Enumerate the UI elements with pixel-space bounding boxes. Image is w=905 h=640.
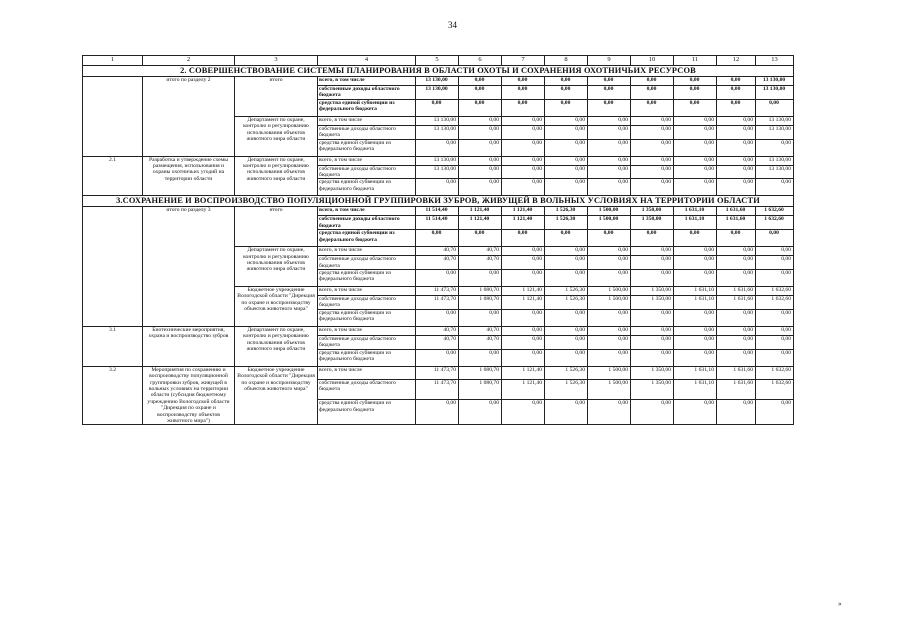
amount-cell: 1 632,60 bbox=[756, 207, 794, 216]
amount-cell: 0,00 bbox=[756, 139, 794, 156]
funding-source: всего, в том числе bbox=[318, 116, 416, 125]
amount-cell: 0,00 bbox=[674, 86, 717, 100]
amount-cell: 0,00 bbox=[545, 116, 588, 125]
amount-cell: 0,00 bbox=[717, 230, 756, 247]
amount-cell: 11 514,40 bbox=[416, 216, 459, 230]
amount-cell: 1 121,40 bbox=[502, 366, 545, 379]
amount-cell: 0,00 bbox=[631, 400, 674, 425]
amount-cell: 1 121,40 bbox=[459, 207, 502, 216]
amount-cell: 0,00 bbox=[717, 165, 756, 179]
amount-cell: 1 121,40 bbox=[502, 287, 545, 296]
amount-cell: 0,00 bbox=[502, 400, 545, 425]
amount-cell: 0,00 bbox=[756, 349, 794, 366]
amount-cell: 0,00 bbox=[416, 270, 459, 287]
amount-cell: 1 500,00 bbox=[588, 287, 631, 296]
amount-cell: 0,00 bbox=[717, 270, 756, 287]
amount-cell: 0,00 bbox=[416, 230, 459, 247]
amount-cell: 0,00 bbox=[459, 116, 502, 125]
amount-cell: 13 130,00 bbox=[756, 125, 794, 139]
amount-cell: 0,00 bbox=[631, 139, 674, 156]
amount-cell: 0,00 bbox=[717, 400, 756, 425]
amount-cell: 40,70 bbox=[459, 256, 502, 270]
amount-cell: 1 632,60 bbox=[756, 296, 794, 310]
amount-cell: 1 526,30 bbox=[545, 296, 588, 310]
amount-cell: 0,00 bbox=[502, 335, 545, 349]
item-number bbox=[83, 207, 143, 326]
column-header: 3 bbox=[235, 56, 318, 66]
amount-cell: 0,00 bbox=[459, 309, 502, 326]
amount-cell: 1 631,60 bbox=[717, 379, 756, 399]
funding-source: всего, в том числе bbox=[318, 287, 416, 296]
amount-cell: 0,00 bbox=[502, 125, 545, 139]
amount-cell: 0,00 bbox=[545, 309, 588, 326]
amount-cell: 13 130,00 bbox=[756, 156, 794, 165]
amount-cell: 0,00 bbox=[631, 335, 674, 349]
amount-cell: 1 121,40 bbox=[502, 296, 545, 310]
amount-cell: 0,00 bbox=[545, 99, 588, 116]
amount-cell: 0,00 bbox=[674, 116, 717, 125]
funding-source: всего, в том числе bbox=[318, 156, 416, 165]
amount-cell: 1 500,00 bbox=[588, 366, 631, 379]
budget-table-sheet bbox=[82, 55, 794, 425]
amount-cell: 0,00 bbox=[631, 165, 674, 179]
trailing-mark: » bbox=[838, 600, 842, 608]
amount-cell: 0,00 bbox=[502, 326, 545, 335]
section-title: 3.СОХРАНЕНИЕ И ВОСПРОИЗВОДСТВО ПОПУЛЯЦИОННОЙ ГРУППИРОВКИ ЗУБРОВ, ЖИВУЩЕЙ В ВОЛЬНЫХ УСЛОВИЯХ НА ТЕРРИТОРИИ ОБЛАСТИ bbox=[83, 196, 794, 207]
amount-cell: 13 130,00 bbox=[416, 165, 459, 179]
amount-cell: 11 473,70 bbox=[416, 287, 459, 296]
funding-source: средства единой субвенции из федерального бюджета bbox=[318, 349, 416, 366]
amount-cell: 0,00 bbox=[717, 125, 756, 139]
amount-cell: 0,00 bbox=[545, 165, 588, 179]
amount-cell: 0,00 bbox=[674, 156, 717, 165]
amount-cell: 1 080,70 bbox=[459, 366, 502, 379]
funding-source: всего, в том числе bbox=[318, 207, 416, 216]
amount-cell: 0,00 bbox=[631, 179, 674, 196]
amount-cell: 0,00 bbox=[756, 256, 794, 270]
amount-cell: 0,00 bbox=[588, 165, 631, 179]
amount-cell: 0,00 bbox=[631, 156, 674, 165]
amount-cell: 0,00 bbox=[756, 309, 794, 326]
amount-cell: 1 350,00 bbox=[631, 216, 674, 230]
amount-cell: 0,00 bbox=[756, 326, 794, 335]
column-header: 13 bbox=[756, 56, 794, 66]
funding-source: средства единой субвенции из федерального бюджета bbox=[318, 179, 416, 196]
amount-cell: 1 631,60 bbox=[717, 366, 756, 379]
funding-source: собственные доходы областного бюджета bbox=[318, 335, 416, 349]
amount-cell: 0,00 bbox=[717, 86, 756, 100]
amount-cell: 0,00 bbox=[674, 230, 717, 247]
column-header: 10 bbox=[631, 56, 674, 66]
amount-cell: 11 514,40 bbox=[416, 207, 459, 216]
amount-cell: 0,00 bbox=[588, 139, 631, 156]
amount-cell: 0,00 bbox=[545, 256, 588, 270]
funding-source: собственные доходы областного бюджета bbox=[318, 296, 416, 310]
amount-cell: 0,00 bbox=[588, 309, 631, 326]
column-header: 1 bbox=[83, 56, 143, 66]
amount-cell: 1 121,40 bbox=[502, 379, 545, 399]
amount-cell: 0,00 bbox=[545, 156, 588, 165]
amount-cell: 1 632,60 bbox=[756, 287, 794, 296]
amount-cell: 1 121,40 bbox=[502, 207, 545, 216]
amount-cell: 0,00 bbox=[756, 335, 794, 349]
amount-cell: 0,00 bbox=[631, 125, 674, 139]
amount-cell: 13 130,00 bbox=[416, 77, 459, 86]
amount-cell: 0,00 bbox=[674, 165, 717, 179]
amount-cell: 13 130,00 bbox=[416, 86, 459, 100]
funding-source: средства единой субвенции из федерального бюджета bbox=[318, 270, 416, 287]
amount-cell: 1 080,70 bbox=[459, 296, 502, 310]
item-name: Мероприятия по сохранению и воспроизводству популяционной группировки зубров, живущей в вольных условиях на территории области (субсидия бюджетному учреждению Вологодской области "Дирекция по охране и воспроизводству объектов животного мира") bbox=[143, 366, 235, 425]
funding-source: всего, в том числе bbox=[318, 247, 416, 256]
amount-cell: 0,00 bbox=[674, 99, 717, 116]
amount-cell: 1 631,60 bbox=[717, 287, 756, 296]
amount-cell: 0,00 bbox=[502, 86, 545, 100]
item-name: Биотехнические мероприятия, охрана и воспроизводство зубров bbox=[143, 326, 235, 366]
amount-cell: 0,00 bbox=[717, 77, 756, 86]
amount-cell: 1 350,00 bbox=[631, 207, 674, 216]
table-row bbox=[83, 366, 794, 379]
column-header: 2 bbox=[143, 56, 235, 66]
executor: итого bbox=[235, 77, 318, 117]
amount-cell: 1 500,00 bbox=[588, 216, 631, 230]
amount-cell: 0,00 bbox=[674, 247, 717, 256]
amount-cell: 0,00 bbox=[631, 270, 674, 287]
funding-source: всего, в том числе bbox=[318, 326, 416, 335]
amount-cell: 1 631,10 bbox=[674, 216, 717, 230]
amount-cell: 0,00 bbox=[459, 139, 502, 156]
amount-cell: 0,00 bbox=[545, 125, 588, 139]
amount-cell: 0,00 bbox=[545, 77, 588, 86]
funding-source: средства единой субвенции из федерального бюджета bbox=[318, 230, 416, 247]
column-header: 12 bbox=[717, 56, 756, 66]
table-row bbox=[83, 207, 794, 216]
amount-cell: 1 632,60 bbox=[756, 366, 794, 379]
section-title-row bbox=[83, 66, 794, 77]
funding-source: средства единой субвенции из федерального бюджета bbox=[318, 139, 416, 156]
amount-cell: 40,70 bbox=[459, 247, 502, 256]
amount-cell: 0,00 bbox=[674, 256, 717, 270]
amount-cell: 1 632,60 bbox=[756, 379, 794, 399]
amount-cell: 0,00 bbox=[459, 230, 502, 247]
amount-cell: 0,00 bbox=[545, 326, 588, 335]
amount-cell: 40,70 bbox=[459, 326, 502, 335]
amount-cell: 0,00 bbox=[502, 247, 545, 256]
amount-cell: 0,00 bbox=[717, 256, 756, 270]
amount-cell: 0,00 bbox=[674, 309, 717, 326]
amount-cell: 0,00 bbox=[631, 326, 674, 335]
amount-cell: 0,00 bbox=[416, 309, 459, 326]
amount-cell: 0,00 bbox=[502, 349, 545, 366]
funding-source: средства единой субвенции из федерального бюджета bbox=[318, 400, 416, 425]
executor: Департамент по охране, контролю и регулированию использования объектов животного мира области bbox=[235, 326, 318, 366]
amount-cell: 1 121,40 bbox=[502, 216, 545, 230]
amount-cell: 0,00 bbox=[674, 270, 717, 287]
amount-cell: 0,00 bbox=[631, 116, 674, 125]
amount-cell: 0,00 bbox=[545, 349, 588, 366]
amount-cell: 0,00 bbox=[674, 139, 717, 156]
amount-cell: 0,00 bbox=[502, 270, 545, 287]
amount-cell: 1 526,30 bbox=[545, 216, 588, 230]
amount-cell: 0,00 bbox=[588, 326, 631, 335]
amount-cell: 1 500,00 bbox=[588, 207, 631, 216]
item-number: 2.1 bbox=[83, 156, 143, 196]
page-number: 34 bbox=[448, 20, 457, 30]
amount-cell: 1 631,60 bbox=[717, 216, 756, 230]
funding-source: средства единой субвенции из федерального бюджета bbox=[318, 99, 416, 116]
amount-cell: 0,00 bbox=[717, 99, 756, 116]
amount-cell: 1 121,40 bbox=[459, 216, 502, 230]
column-header-row bbox=[83, 56, 794, 66]
amount-cell: 0,00 bbox=[545, 230, 588, 247]
amount-cell: 0,00 bbox=[756, 247, 794, 256]
amount-cell: 0,00 bbox=[756, 99, 794, 116]
funding-source: собственные доходы областного бюджета bbox=[318, 256, 416, 270]
amount-cell: 1 526,30 bbox=[545, 207, 588, 216]
amount-cell: 0,00 bbox=[588, 349, 631, 366]
amount-cell: 0,00 bbox=[588, 270, 631, 287]
amount-cell: 0,00 bbox=[588, 77, 631, 86]
item-name: итого по разделу 3 bbox=[143, 207, 235, 326]
amount-cell: 1 350,00 bbox=[631, 379, 674, 399]
amount-cell: 0,00 bbox=[631, 99, 674, 116]
funding-source: собственные доходы областного бюджета bbox=[318, 125, 416, 139]
funding-source: собственные доходы областного бюджета bbox=[318, 379, 416, 399]
amount-cell: 0,00 bbox=[588, 179, 631, 196]
amount-cell: 0,00 bbox=[756, 270, 794, 287]
executor: Департамент по охране, контролю и регулированию использования объектов животного мира области bbox=[235, 116, 318, 156]
executor: итого bbox=[235, 207, 318, 247]
amount-cell: 0,00 bbox=[502, 116, 545, 125]
item-number: 3.2 bbox=[83, 366, 143, 425]
amount-cell: 0,00 bbox=[416, 179, 459, 196]
amount-cell: 0,00 bbox=[502, 165, 545, 179]
table-row bbox=[83, 326, 794, 335]
amount-cell: 0,00 bbox=[588, 335, 631, 349]
amount-cell: 0,00 bbox=[717, 326, 756, 335]
amount-cell: 0,00 bbox=[502, 139, 545, 156]
amount-cell: 0,00 bbox=[674, 349, 717, 366]
amount-cell: 0,00 bbox=[756, 179, 794, 196]
amount-cell: 0,00 bbox=[502, 230, 545, 247]
amount-cell: 0,00 bbox=[545, 335, 588, 349]
amount-cell: 13 130,00 bbox=[416, 125, 459, 139]
amount-cell: 1 080,70 bbox=[459, 287, 502, 296]
funding-source: собственные доходы областного бюджета bbox=[318, 216, 416, 230]
amount-cell: 0,00 bbox=[459, 99, 502, 116]
amount-cell: 0,00 bbox=[502, 77, 545, 86]
amount-cell: 0,00 bbox=[674, 179, 717, 196]
amount-cell: 0,00 bbox=[674, 400, 717, 425]
amount-cell: 13 130,00 bbox=[756, 116, 794, 125]
amount-cell: 1 631,10 bbox=[674, 296, 717, 310]
amount-cell: 0,00 bbox=[459, 179, 502, 196]
amount-cell: 40,70 bbox=[416, 247, 459, 256]
amount-cell: 0,00 bbox=[631, 349, 674, 366]
amount-cell: 0,00 bbox=[459, 349, 502, 366]
amount-cell: 0,00 bbox=[545, 86, 588, 100]
item-name: Разработка и утверждение схемы размещения, использования и охраны охотничьих угодий на территории области bbox=[143, 156, 235, 196]
section-title-row bbox=[83, 196, 794, 207]
amount-cell: 1 526,30 bbox=[545, 379, 588, 399]
amount-cell: 0,00 bbox=[717, 247, 756, 256]
amount-cell: 13 130,00 bbox=[416, 116, 459, 125]
amount-cell: 0,00 bbox=[502, 99, 545, 116]
amount-cell: 0,00 bbox=[756, 230, 794, 247]
item-name: итого по разделу 2 bbox=[143, 77, 235, 157]
amount-cell: 1 631,60 bbox=[717, 296, 756, 310]
amount-cell: 0,00 bbox=[459, 400, 502, 425]
amount-cell: 0,00 bbox=[459, 165, 502, 179]
amount-cell: 0,00 bbox=[674, 335, 717, 349]
executor: Департамент по охране, контролю и регулированию использования объектов животного мира области bbox=[235, 247, 318, 287]
amount-cell: 0,00 bbox=[459, 156, 502, 165]
amount-cell: 0,00 bbox=[717, 309, 756, 326]
section-title: 2. СОВЕРШЕНСТВОВАНИЕ СИСТЕМЫ ПЛАНИРОВАНИЯ В ОБЛАСТИ ОХОТЫ И СОХРАНЕНИЯ ОХОТНИЧЬИХ РЕСУРСОВ bbox=[83, 66, 794, 77]
amount-cell: 0,00 bbox=[545, 179, 588, 196]
amount-cell: 0,00 bbox=[502, 156, 545, 165]
amount-cell: 0,00 bbox=[717, 335, 756, 349]
amount-cell: 0,00 bbox=[674, 125, 717, 139]
amount-cell: 40,70 bbox=[416, 335, 459, 349]
amount-cell: 0,00 bbox=[459, 77, 502, 86]
amount-cell: 0,00 bbox=[717, 179, 756, 196]
amount-cell: 1 631,10 bbox=[674, 379, 717, 399]
amount-cell: 0,00 bbox=[588, 247, 631, 256]
amount-cell: 0,00 bbox=[545, 139, 588, 156]
column-header: 8 bbox=[545, 56, 588, 66]
amount-cell: 1 631,10 bbox=[674, 207, 717, 216]
amount-cell: 0,00 bbox=[588, 230, 631, 247]
amount-cell: 0,00 bbox=[588, 116, 631, 125]
amount-cell: 0,00 bbox=[631, 230, 674, 247]
amount-cell: 1 080,70 bbox=[459, 379, 502, 399]
amount-cell: 0,00 bbox=[545, 400, 588, 425]
amount-cell: 13 130,00 bbox=[756, 165, 794, 179]
amount-cell: 0,00 bbox=[588, 156, 631, 165]
amount-cell: 1 526,30 bbox=[545, 287, 588, 296]
amount-cell: 0,00 bbox=[588, 125, 631, 139]
column-header: 4 bbox=[318, 56, 416, 66]
column-header: 9 bbox=[588, 56, 631, 66]
amount-cell: 0,00 bbox=[459, 125, 502, 139]
amount-cell: 0,00 bbox=[631, 256, 674, 270]
column-header: 11 bbox=[674, 56, 717, 66]
table-row bbox=[83, 156, 794, 165]
amount-cell: 1 631,10 bbox=[674, 366, 717, 379]
funding-source: собственные доходы областного бюджета bbox=[318, 165, 416, 179]
amount-cell: 0,00 bbox=[631, 77, 674, 86]
amount-cell: 40,70 bbox=[416, 256, 459, 270]
amount-cell: 11 473,70 bbox=[416, 296, 459, 310]
amount-cell: 0,00 bbox=[545, 270, 588, 287]
amount-cell: 0,00 bbox=[502, 309, 545, 326]
amount-cell: 40,70 bbox=[416, 326, 459, 335]
amount-cell: 0,00 bbox=[588, 86, 631, 100]
amount-cell: 0,00 bbox=[502, 179, 545, 196]
amount-cell: 13 130,00 bbox=[416, 156, 459, 165]
executor: Департамент по охране, контролю и регулированию использования объектов животного мира области bbox=[235, 156, 318, 196]
amount-cell: 1 500,00 bbox=[588, 379, 631, 399]
amount-cell: 1 632,60 bbox=[756, 216, 794, 230]
amount-cell: 40,70 bbox=[459, 335, 502, 349]
amount-cell: 0,00 bbox=[717, 116, 756, 125]
budget-table bbox=[82, 55, 794, 425]
amount-cell: 0,00 bbox=[588, 400, 631, 425]
amount-cell: 11 473,70 bbox=[416, 379, 459, 399]
column-header: 5 bbox=[416, 56, 459, 66]
amount-cell: 0,00 bbox=[631, 247, 674, 256]
column-header: 6 bbox=[459, 56, 502, 66]
funding-source: всего, в том числе bbox=[318, 366, 416, 379]
amount-cell: 1 350,00 bbox=[631, 366, 674, 379]
funding-source: средства единой субвенции из федерального бюджета bbox=[318, 309, 416, 326]
amount-cell: 0,00 bbox=[545, 247, 588, 256]
amount-cell: 0,00 bbox=[674, 326, 717, 335]
amount-cell: 0,00 bbox=[717, 349, 756, 366]
column-header: 7 bbox=[502, 56, 545, 66]
funding-source: собственные доходы областного бюджета bbox=[318, 86, 416, 100]
amount-cell: 1 631,60 bbox=[717, 207, 756, 216]
amount-cell: 1 526,30 bbox=[545, 366, 588, 379]
funding-source: всего, в том числе bbox=[318, 77, 416, 86]
amount-cell: 0,00 bbox=[459, 270, 502, 287]
amount-cell: 0,00 bbox=[717, 156, 756, 165]
amount-cell: 0,00 bbox=[416, 400, 459, 425]
amount-cell: 13 130,00 bbox=[756, 86, 794, 100]
executor: Бюджетное учреждение Вологодской области "Дирекция по охране и воспроизводству объектов животного мира" bbox=[235, 287, 318, 327]
amount-cell: 13 130,00 bbox=[756, 77, 794, 86]
amount-cell: 0,00 bbox=[631, 309, 674, 326]
amount-cell: 0,00 bbox=[588, 99, 631, 116]
amount-cell: 11 473,70 bbox=[416, 366, 459, 379]
amount-cell: 0,00 bbox=[502, 256, 545, 270]
table-row bbox=[83, 77, 794, 86]
executor: Бюджетное учреждение Вологодской области "Дирекция по охране и воспроизводству объектов животного мира" bbox=[235, 366, 318, 425]
amount-cell: 0,00 bbox=[756, 400, 794, 425]
amount-cell: 0,00 bbox=[631, 86, 674, 100]
amount-cell: 0,00 bbox=[416, 99, 459, 116]
item-number: 3.1 bbox=[83, 326, 143, 366]
amount-cell: 0,00 bbox=[717, 139, 756, 156]
amount-cell: 1 350,00 bbox=[631, 287, 674, 296]
amount-cell: 1 631,10 bbox=[674, 287, 717, 296]
amount-cell: 0,00 bbox=[459, 86, 502, 100]
amount-cell: 0,00 bbox=[416, 349, 459, 366]
amount-cell: 0,00 bbox=[416, 139, 459, 156]
amount-cell: 0,00 bbox=[674, 77, 717, 86]
amount-cell: 1 350,00 bbox=[631, 296, 674, 310]
item-number bbox=[83, 77, 143, 157]
amount-cell: 1 500,00 bbox=[588, 296, 631, 310]
amount-cell: 0,00 bbox=[588, 256, 631, 270]
